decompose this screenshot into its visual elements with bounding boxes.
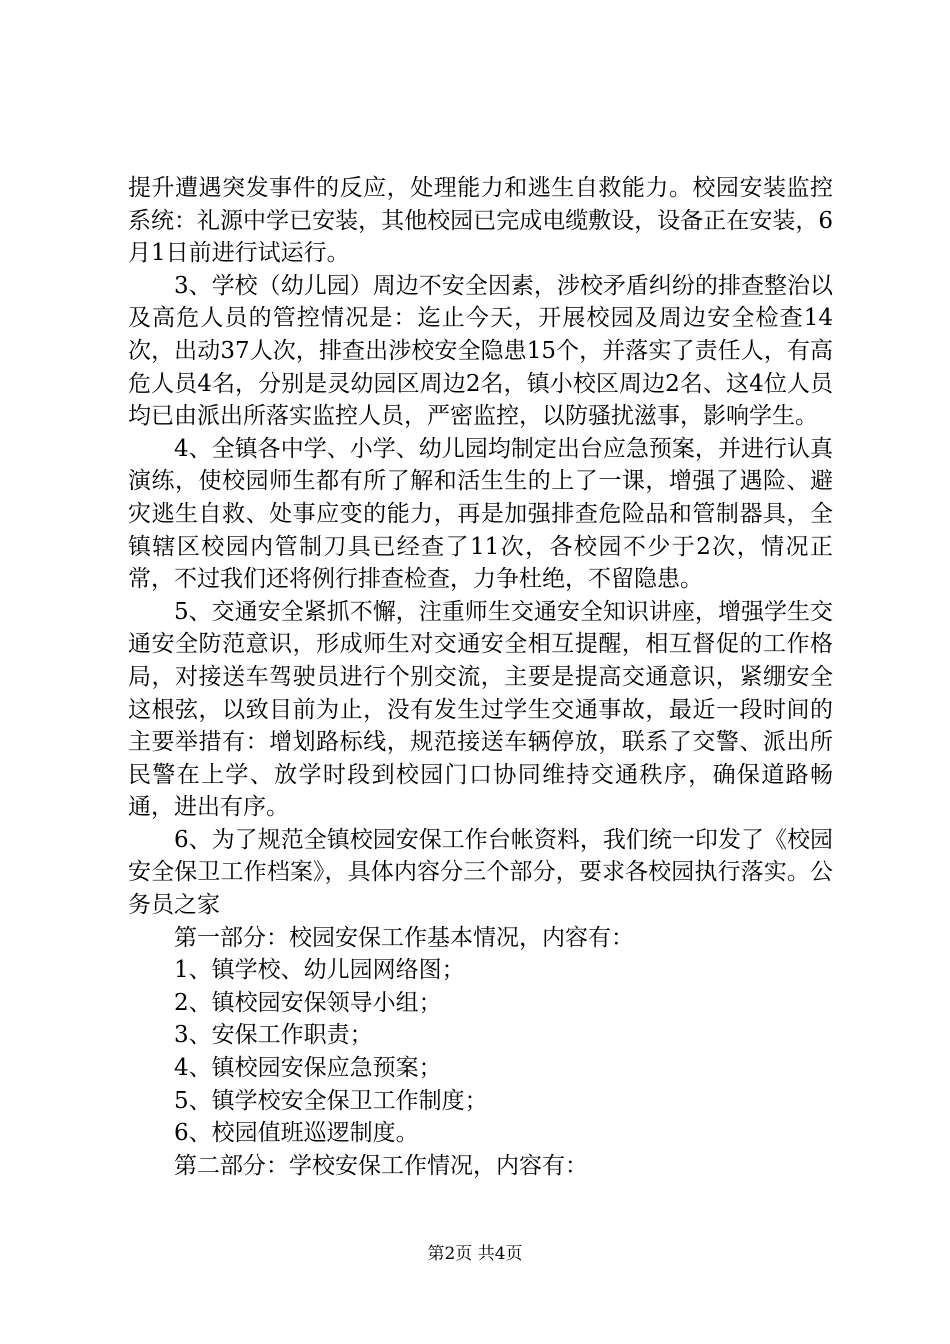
list-item: 4、镇校园安保应急预案；: [174, 1055, 442, 1082]
paragraph-item-6: 6、为了规范全镇校园安保工作台帐资料，我们统一印发了《校园安全保卫工作档案》，具体内容分三个部分，要求各校园执行落实。公务员之家: [128, 826, 833, 919]
section-heading-part-two: 第二部分：学校安保工作情况，内容有：: [174, 1152, 588, 1179]
section-heading-part-one: 第一部分：校园安保工作基本情况，内容有：: [174, 924, 634, 951]
list-item: 2、镇校园安保领导小组；: [174, 989, 442, 1016]
list-item: 6、校园值班巡逻制度。: [174, 1120, 419, 1147]
document-body: [128, 172, 833, 1182]
list-item: 1、镇学校、幼儿园网络图；: [174, 957, 465, 984]
paragraph-item-3: 3、学校（幼儿园）周边不安全因素，涉校矛盾纠纷的排查整治以及高危人员的管控情况是：迄止今天，开展校园及周边安全检查14次，出动37人次，排查出涉校安全隐患15个，并落实了责任人，有高危人员4名，分别是灵幼园区周边2名，镇小校区周边2名、这4位人员均已由派出所落实监控人员，严密监控，以防骚扰滋事，影响学生。: [128, 272, 833, 430]
paragraph-item-4: 4、全镇各中学、小学、幼儿园均制定出台应急预案，并进行认真演练，使校园师生都有所了解和活生生的上了一课，增强了遇险、避灾逃生自救、处事应变的能力，再是加强排查危险品和管制器具，全镇辖区校园内管制刀具已经查了11次，各校园不少于2次，情况正常，不过我们还将例行排查检查，力争杜绝，不留隐患。: [128, 435, 833, 593]
list-item: 5、镇学校安全保卫工作制度；: [174, 1087, 488, 1114]
paragraph-continuation: 提升遭遇突发事件的反应，处理能力和逃生自救能力。校园安装监控系统：礼源中学已安装，其他校园已完成电缆敷设，设备正在安装，6月1日前进行试运行。: [128, 175, 833, 267]
page-number-footer: 第2页 共4页: [427, 1244, 523, 1264]
paragraph-item-5: 5、交通安全紧抓不懈，注重师生交通安全知识讲座，增强学生交通安全防范意识，形成师生对交通安全相互提醒，相互督促的工作格局，对接送车驾驶员进行个别交流，主要是提高交通意识，紧绷安全这根弦，以致目前为止，没有发生过学生交通事故，最近一段时间的主要举措有：增划路标线，规范接送车辆停放，联系了交警、派出所民警在上学、放学时段到校园门口协同维持交通秩序，确保道路畅通，进出有序。: [128, 598, 833, 821]
list-item: 3、安保工作职责；: [174, 1022, 373, 1049]
